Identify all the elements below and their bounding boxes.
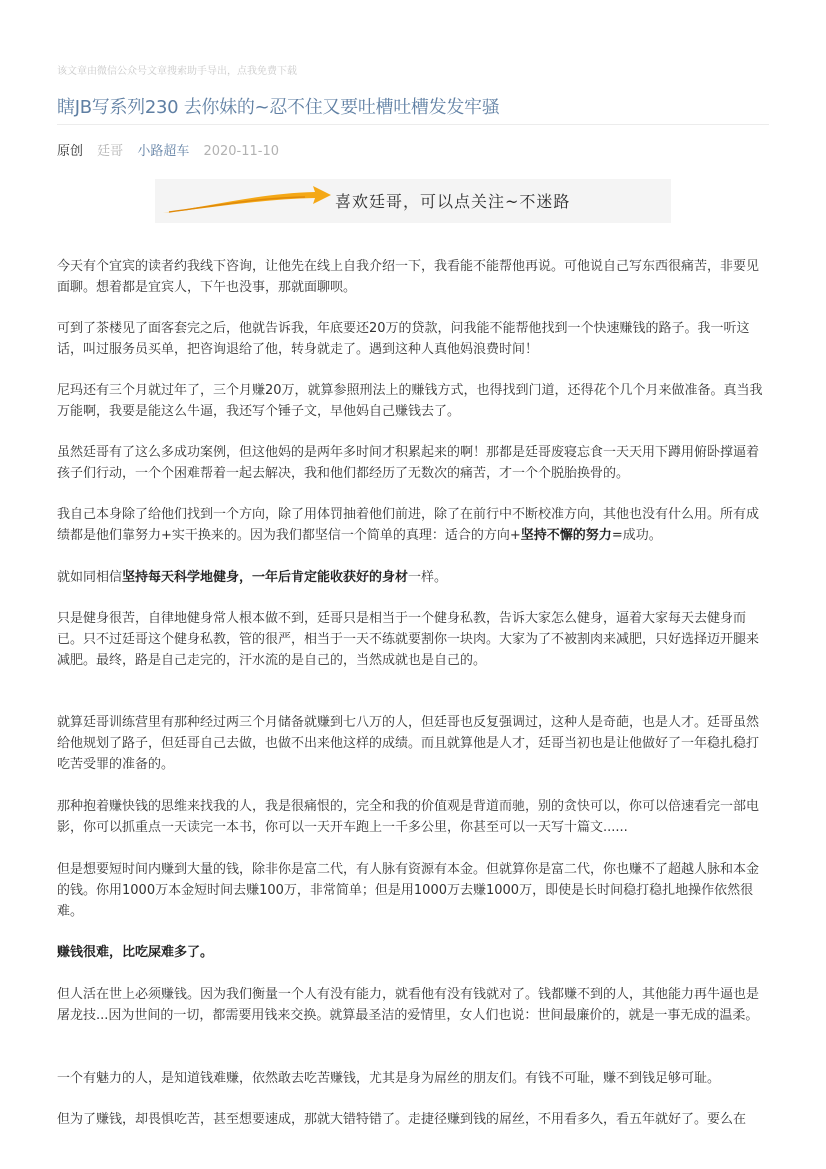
banner-text: 喜欢廷哥，可以点关注~不迷路 <box>335 192 571 211</box>
paragraph-5-bold: 坚持不懈的努力 <box>520 528 612 543</box>
paragraph-13: 一个有魅力的人，是知道钱难赚，依然敢去吃苦赚钱，尤其是身为屌丝的朋友们。有钱不可耻，赚不到钱足够可耻。 <box>57 1071 721 1086</box>
account-link[interactable]: 小路超车 <box>137 144 190 159</box>
paragraph-14: 但为了赚钱，却畏惧吃苦，甚至想要速成，那就大错特错了。走捷径赚到钱的屌丝，不用看多久，看五年就好了。要么在 <box>57 1112 747 1127</box>
paragraph-9: 那种抱着赚快钱的思维来找我的人，我是很痛恨的，完全和我的价值观是背道而驰，别的贪快可以，你可以倍速看完一部电影，你可以抓重点一天读完一本书，你可以一天开车跑上一千多公里，你甚至可以一天写十篇文...... <box>57 799 760 835</box>
paragraph-10: 但是想要短时间内赚到大量的钱，除非你是富二代，有人脉有资源有本金。但就算你是富二代，你也赚不了超越人脉和本金的钱。你用1000万本金短时间去赚100万，非常简单；但是用1000万去赚1000万，即使是长时间稳打稳扎地操作依然很难。 <box>57 862 760 919</box>
paragraph-6 <box>57 567 769 588</box>
paragraph-11 <box>57 942 769 963</box>
paragraph-3: 尼玛还有三个月就过年了，三个月赚20万，就算参照刑法上的赚钱方式，也得找到门道，还得花个几个月来做准备。真当我万能啊，我要是能这么牛逼，我还写个锤子文，早他妈自己赚钱去了。 <box>57 383 763 419</box>
paragraph-11-bold: 赚钱很难，比吃屎难多了。 <box>57 945 214 960</box>
paragraph-8: 就算廷哥训练营里有那种经过两三个月储备就赚到七八万的人，但廷哥也反复强调过，这种人是奇葩，也是人才。廷哥虽然给他规划了路子，但廷哥自己去做，也做不出来他这样的成绩。而且就算他是人才，廷哥当初也是让他做好了一年稳扎稳打吃苦受罪的准备的。 <box>57 715 760 772</box>
paragraph-5-tail: =成功。 <box>611 528 662 543</box>
article-meta <box>57 140 289 159</box>
original-badge: 原创 <box>57 144 84 159</box>
paragraph-6-tail: 一样。 <box>408 570 448 585</box>
paragraph-5-text: 我自己本身除了给他们找到一个方向，除了用体罚抽着他们前进，除了在前行中不断校准方向，其他也没有什么用。所有成绩都是他们靠努力+实干换来的。因为我们都坚信一个简单的真理：适合的方向+ <box>57 507 760 543</box>
paragraph-7: 只是健身很苦，自律地健身常人根本做不到，廷哥只是相当于一个健身私教，告诉大家怎么健身，逼着大家每天去健身而已。只不过廷哥这个健身私教，管的很严，相当于一天不练就要割你一块肉。大家为了不被割肉来减肥，只好选择迈开腿来减肥。最终，路是自己走完的，汗水流的是自己的，当然成就也是自己的。 <box>57 611 760 668</box>
article-title: 瞎JB写系列230 去你妹的~忍不住又要吐槽吐槽发发牢骚 <box>57 97 500 118</box>
paragraph-1: 今天有个宜宾的读者约我线下咨询，让他先在线上自我介绍一下，我看能不能帮他再说。可他说自己写东西很痛苦，非要见面聊。想着都是宜宾人，下午也没事，那就面聊呗。 <box>57 259 760 295</box>
paragraph-5 <box>57 504 769 546</box>
paragraph-6-bold: 坚持每天科学地健身，一年后肯定能收获好的身材 <box>122 570 409 585</box>
paragraph-6-text: 就如同相信 <box>57 570 123 585</box>
author-name: 廷哥 <box>97 144 124 159</box>
paragraph-4: 虽然廷哥有了这么多成功案例，但这他妈的是两年多时间才积累起来的啊！那都是廷哥废寝忘食一天天用下蹲用俯卧撑逼着孩子们行动，一个个困难帮着一起去解决，我和他们都经历了无数次的痛苦，才一个个脱胎换骨的。 <box>57 445 760 481</box>
paragraph-12: 但人活在世上必须赚钱。因为我们衡量一个人有没有能力，就看他有没有钱就对了。钱都赚不到的人，其他能力再牛逼也是屠龙技...因为世间的一切，都需要用钱来交换。就算最圣洁的爱情里，女人们也说：世间最廉价的，就是一事无成的温柔。 <box>57 987 760 1023</box>
export-notice-link[interactable]: 该文章由微信公众号文章搜索助手导出，点我免费下载 <box>57 66 297 77</box>
paragraph-2: 可到了茶楼见了面客套完之后，他就告诉我，年底要还20万的贷款，问我能不能帮他找到一个快速赚钱的路子。我一听这话，叫过服务员买单，把咨询退给了他，转身就走了。遇到这种人真他妈浪费时间！ <box>57 321 750 357</box>
follow-banner <box>155 179 671 223</box>
publish-date: 2020-11-10 <box>203 144 280 159</box>
title-divider <box>57 124 769 125</box>
